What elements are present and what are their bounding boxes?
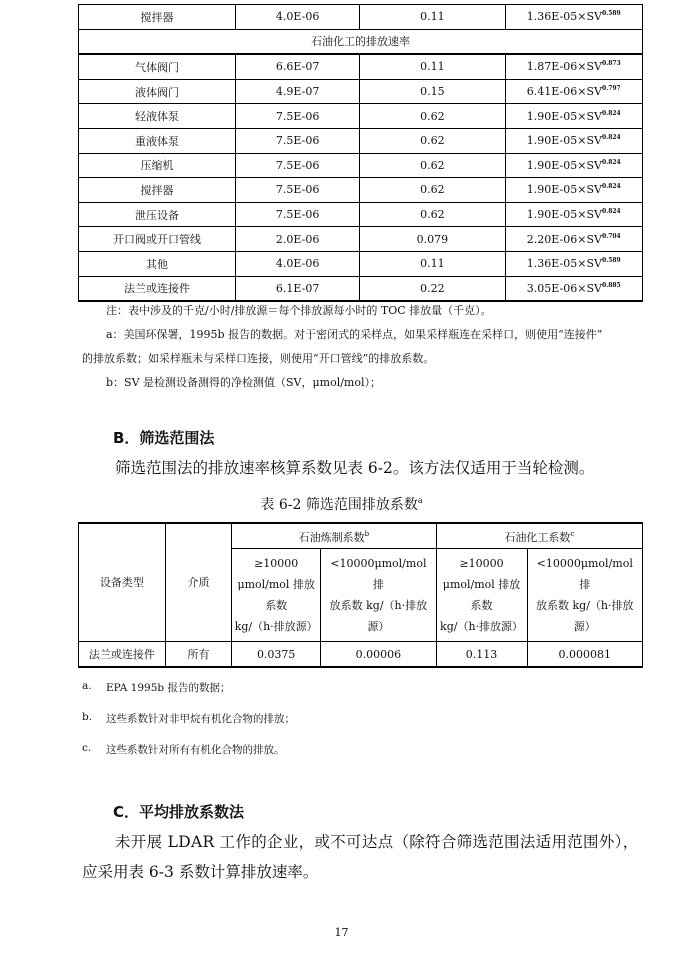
value-cell: 4.0E-06 [235,251,359,276]
subheader-refining-lt: <10000μmol/mol 排 放系数 kg/（h·排放 源） [321,549,436,642]
value-cell: 0.0375 [232,642,321,668]
section-row [79,29,643,54]
value-cell: 7.5E-06 [235,202,359,227]
formula-cell: $3.05E-06\times SV^{0.885}$ [505,276,642,301]
formula-cell: $1.90E-05\times SV^{0.824}$ [505,202,642,227]
note-a-line2: 的排放系数；如采样瓶未与采样口连接，则使用“开口管线”的排放系数。 [82,352,435,365]
value-cell: 0.00006 [321,642,436,668]
emission-rate-table [78,4,643,302]
table-row [79,227,643,252]
value-cell: 4.9E-07 [235,79,359,104]
table-caption: 表 6-2 筛选范围排放系数$^a$ [260,496,423,513]
header-row [79,523,643,549]
table-row [79,79,643,104]
formula-cell: $6.41E-06\times SV^{0.797}$ [505,79,642,104]
medium-cell: 所有 [165,642,231,668]
formula-cell: $1.90E-05\times SV^{0.824}$ [505,128,642,153]
table-row [79,54,643,79]
table-row [79,202,643,227]
subheader-petrochem-lt: <10000μmol/mol 排 放系数 kg/（h·排放 源） [527,549,642,642]
table-row [79,178,643,203]
value-cell: 7.5E-06 [235,128,359,153]
page-number: 17 [334,926,349,939]
value-cell: 0.62 [360,178,505,203]
group-petrochem-header: 石油化工系数$^c$ [436,523,642,549]
value-cell: 0.000081 [527,642,642,668]
value-cell: 0.22 [360,276,505,301]
screening-range-table [78,522,643,668]
formula-cell: $1.90E-05\times SV^{0.824}$ [505,178,642,203]
value-cell: 2.0E-06 [235,227,359,252]
value-cell: 0.11 [360,5,505,30]
formula-cell: $1.90E-05\times SV^{0.824}$ [505,104,642,129]
note-a-line1: a：美国环保署，1995b 报告的数据。对于密闭式的采样点，如果采样瓶连在采样口，则使用“连接件” [106,328,603,341]
footnote-a-marker: a. [82,680,92,692]
equipment-cell: 开口阀或开口管线 [79,227,236,252]
value-cell: 0.11 [360,54,505,79]
equipment-cell: 搅拌器 [79,5,236,30]
value-cell: 0.62 [360,104,505,129]
footnote-c-text: 这些系数针对所有有机化合物的排放。 [106,744,285,756]
value-cell: 6.1E-07 [235,276,359,301]
group-refining-header: 石油炼制系数$^b$ [232,523,436,549]
col-medium-header: 介质 [165,523,231,642]
equipment-cell: 搅拌器 [79,178,236,203]
table-row [79,153,643,178]
value-cell: 7.5E-06 [235,104,359,129]
footnote-a-text: EPA 1995b 报告的数据； [106,682,231,694]
value-cell: 7.5E-06 [235,178,359,203]
value-cell: 0.079 [360,227,505,252]
equipment-cell: 压缩机 [79,153,236,178]
value-cell: 0.62 [360,128,505,153]
subheader-petrochem-ge: ≥10000 μmol/mol 排放 系数 kg/（h·排放源） [436,549,527,642]
value-cell: 0.62 [360,202,505,227]
subheader-refining-ge: ≥10000 μmol/mol 排放 系数 kg/（h·排放源） [232,549,321,642]
equipment-cell: 法兰或连接件 [79,642,166,668]
section-b-paragraph: 筛选范围法的排放速率核算系数见表 6-2。该方法仅适用于当轮检测。 [115,459,595,477]
section-title: 石油化工的排放速率 [79,29,643,54]
value-cell: 6.6E-07 [235,54,359,79]
formula-cell: $1.36E-05\times SV^{0.589}$ [505,5,642,30]
section-c-heading: C．平均排放系数法 [113,803,245,821]
formula-cell: $1.36E-05\times SV^{0.589}$ [505,251,642,276]
note-b: b：SV 是检测设备测得的净检测值（SV，μmol/mol）； [106,376,381,389]
value-cell: 0.11 [360,251,505,276]
equipment-cell: 气体阀门 [79,54,236,79]
table-note: 注：表中涉及的千克/小时/排放源＝每个排放源每小时的 TOC 排放量（千克）。 [106,304,492,317]
equipment-cell: 重液体泵 [79,128,236,153]
equipment-cell: 其他 [79,251,236,276]
table-row [79,128,643,153]
value-cell: 4.0E-06 [235,5,359,30]
footnote-c-marker: c. [82,742,92,754]
formula-cell: $1.87E-06\times SV^{0.873}$ [505,54,642,79]
value-cell: 7.5E-06 [235,153,359,178]
value-cell: 0.113 [436,642,527,668]
table-row [79,5,643,30]
footnote-b-marker: b. [82,711,93,723]
equipment-cell: 泄压设备 [79,202,236,227]
section-b-heading: B．筛选范围法 [113,429,215,447]
equipment-cell: 法兰或连接件 [79,276,236,301]
table-row [79,104,643,129]
col-equipment-header: 设备类型 [79,523,166,642]
table-row [79,276,643,301]
formula-cell: $1.90E-05\times SV^{0.824}$ [505,153,642,178]
formula-cell: $2.20E-06\times SV^{0.704}$ [505,227,642,252]
table-row [79,642,643,668]
equipment-cell: 液体阀门 [79,79,236,104]
equipment-cell: 轻液体泵 [79,104,236,129]
footnote-b-text: 这些系数针对非甲烷有机化合物的排放； [106,713,295,725]
value-cell: 0.15 [360,79,505,104]
table-row [79,251,643,276]
section-c-paragraph-line2: 应采用表 6-3 系数计算排放速率。 [82,863,319,881]
value-cell: 0.62 [360,153,505,178]
section-c-paragraph-line1: 未开展 LDAR 工作的企业，或不可达点（除符合筛选范围法适用范围外）， [115,833,639,851]
